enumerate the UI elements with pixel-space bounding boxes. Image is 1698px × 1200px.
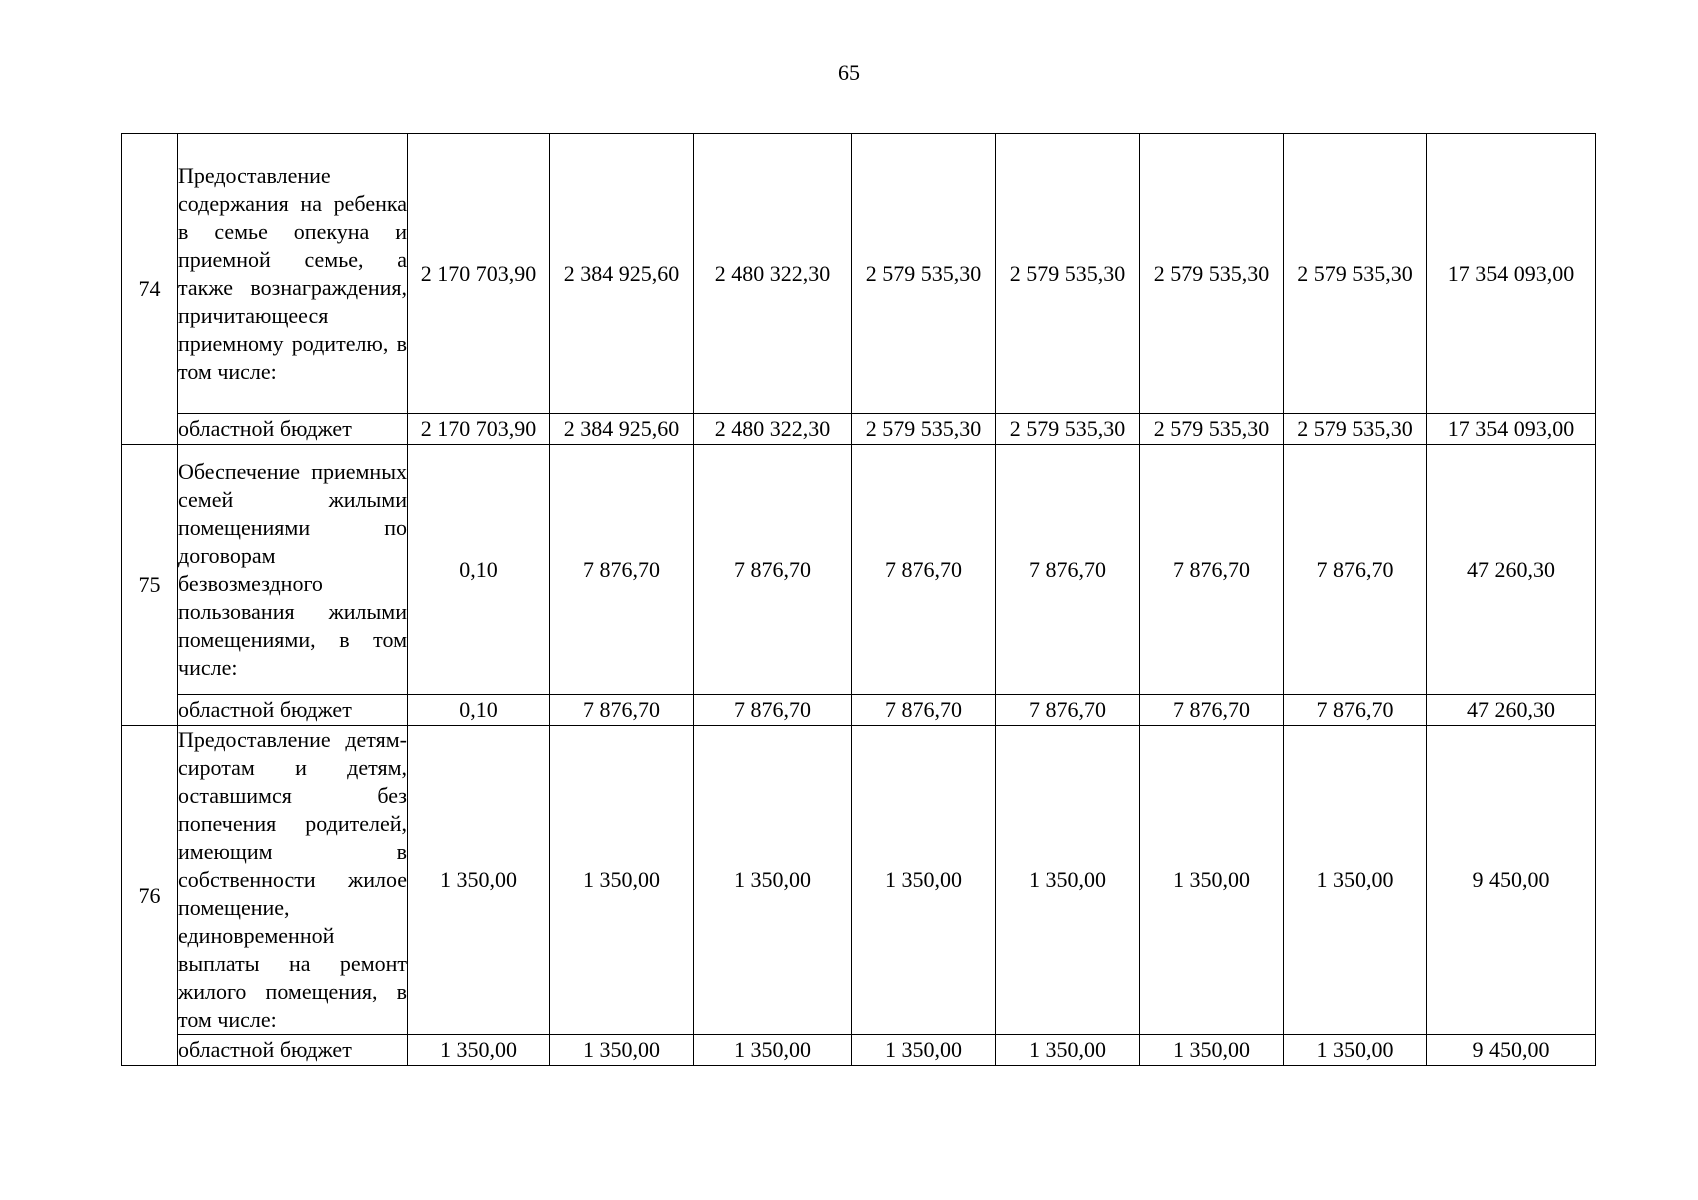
value-cell: 1 350,00 <box>1284 726 1427 1035</box>
table-row <box>122 445 1596 695</box>
value-cell: 1 350,00 <box>694 1035 852 1066</box>
value-cell: 7 876,70 <box>1140 695 1284 726</box>
value-cell: 2 579 535,30 <box>1284 414 1427 445</box>
value-cell: 2 170 703,90 <box>408 134 550 414</box>
table-subrow <box>122 414 1596 445</box>
value-cell: 7 876,70 <box>996 695 1140 726</box>
value-cell: 7 876,70 <box>694 695 852 726</box>
row-number: 76 <box>122 726 178 1066</box>
value-cell: 1 350,00 <box>852 1035 996 1066</box>
value-cell: 7 876,70 <box>996 445 1140 695</box>
value-cell: 7 876,70 <box>550 445 694 695</box>
value-cell: 1 350,00 <box>1140 726 1284 1035</box>
value-cell: 1 350,00 <box>996 1035 1140 1066</box>
total-cell: 17 354 093,00 <box>1427 414 1596 445</box>
value-cell: 7 876,70 <box>852 695 996 726</box>
funding-source-label: областной бюджет <box>178 695 408 726</box>
value-cell: 1 350,00 <box>1284 1035 1427 1066</box>
budget-table <box>121 133 1596 1066</box>
row-number: 74 <box>122 134 178 445</box>
row-description: Предоставление содержания на ребенка в семье опекуна и приемной семье, а также вознаграждения, причитающееся приемному родителю, в том числе: <box>178 134 408 414</box>
value-cell: 1 350,00 <box>1140 1035 1284 1066</box>
value-cell: 2 384 925,60 <box>550 414 694 445</box>
total-cell: 17 354 093,00 <box>1427 134 1596 414</box>
table-subrow <box>122 695 1596 726</box>
value-cell: 1 350,00 <box>550 726 694 1035</box>
row-description: Обеспечение приемных семей жилыми помещениями по договорам безвозмездного пользования жилыми помещениями, в том числе: <box>178 445 408 695</box>
total-cell: 9 450,00 <box>1427 726 1596 1035</box>
value-cell: 1 350,00 <box>996 726 1140 1035</box>
value-cell: 1 350,00 <box>550 1035 694 1066</box>
value-cell: 7 876,70 <box>1284 695 1427 726</box>
value-cell: 2 480 322,30 <box>694 134 852 414</box>
row-number: 75 <box>122 445 178 726</box>
value-cell: 2 579 535,30 <box>1140 414 1284 445</box>
value-cell: 1 350,00 <box>694 726 852 1035</box>
value-cell: 2 579 535,30 <box>996 414 1140 445</box>
value-cell: 2 579 535,30 <box>996 134 1140 414</box>
value-cell: 7 876,70 <box>550 695 694 726</box>
value-cell: 2 480 322,30 <box>694 414 852 445</box>
value-cell: 0,10 <box>408 445 550 695</box>
value-cell: 1 350,00 <box>852 726 996 1035</box>
value-cell: 2 384 925,60 <box>550 134 694 414</box>
value-cell: 2 579 535,30 <box>1284 134 1427 414</box>
value-cell: 7 876,70 <box>1140 445 1284 695</box>
funding-source-label: областной бюджет <box>178 414 408 445</box>
value-cell: 7 876,70 <box>694 445 852 695</box>
table-subrow <box>122 1035 1596 1066</box>
total-cell: 47 260,30 <box>1427 695 1596 726</box>
total-cell: 9 450,00 <box>1427 1035 1596 1066</box>
table-row <box>122 726 1596 1035</box>
value-cell: 2 579 535,30 <box>852 414 996 445</box>
value-cell: 0,10 <box>408 695 550 726</box>
table-row <box>122 134 1596 414</box>
value-cell: 2 579 535,30 <box>1140 134 1284 414</box>
page-number: 65 <box>838 60 860 85</box>
row-description: Предоставление детям-сиротам и детям, оставшимся без попечения родителей, имеющим в собственности жилое помещение, единовременной выплаты на ремонт жилого помещения, в том числе: <box>178 726 408 1035</box>
value-cell: 7 876,70 <box>1284 445 1427 695</box>
total-cell: 47 260,30 <box>1427 445 1596 695</box>
value-cell: 2 579 535,30 <box>852 134 996 414</box>
value-cell: 1 350,00 <box>408 726 550 1035</box>
value-cell: 1 350,00 <box>408 1035 550 1066</box>
funding-source-label: областной бюджет <box>178 1035 408 1066</box>
value-cell: 2 170 703,90 <box>408 414 550 445</box>
value-cell: 7 876,70 <box>852 445 996 695</box>
